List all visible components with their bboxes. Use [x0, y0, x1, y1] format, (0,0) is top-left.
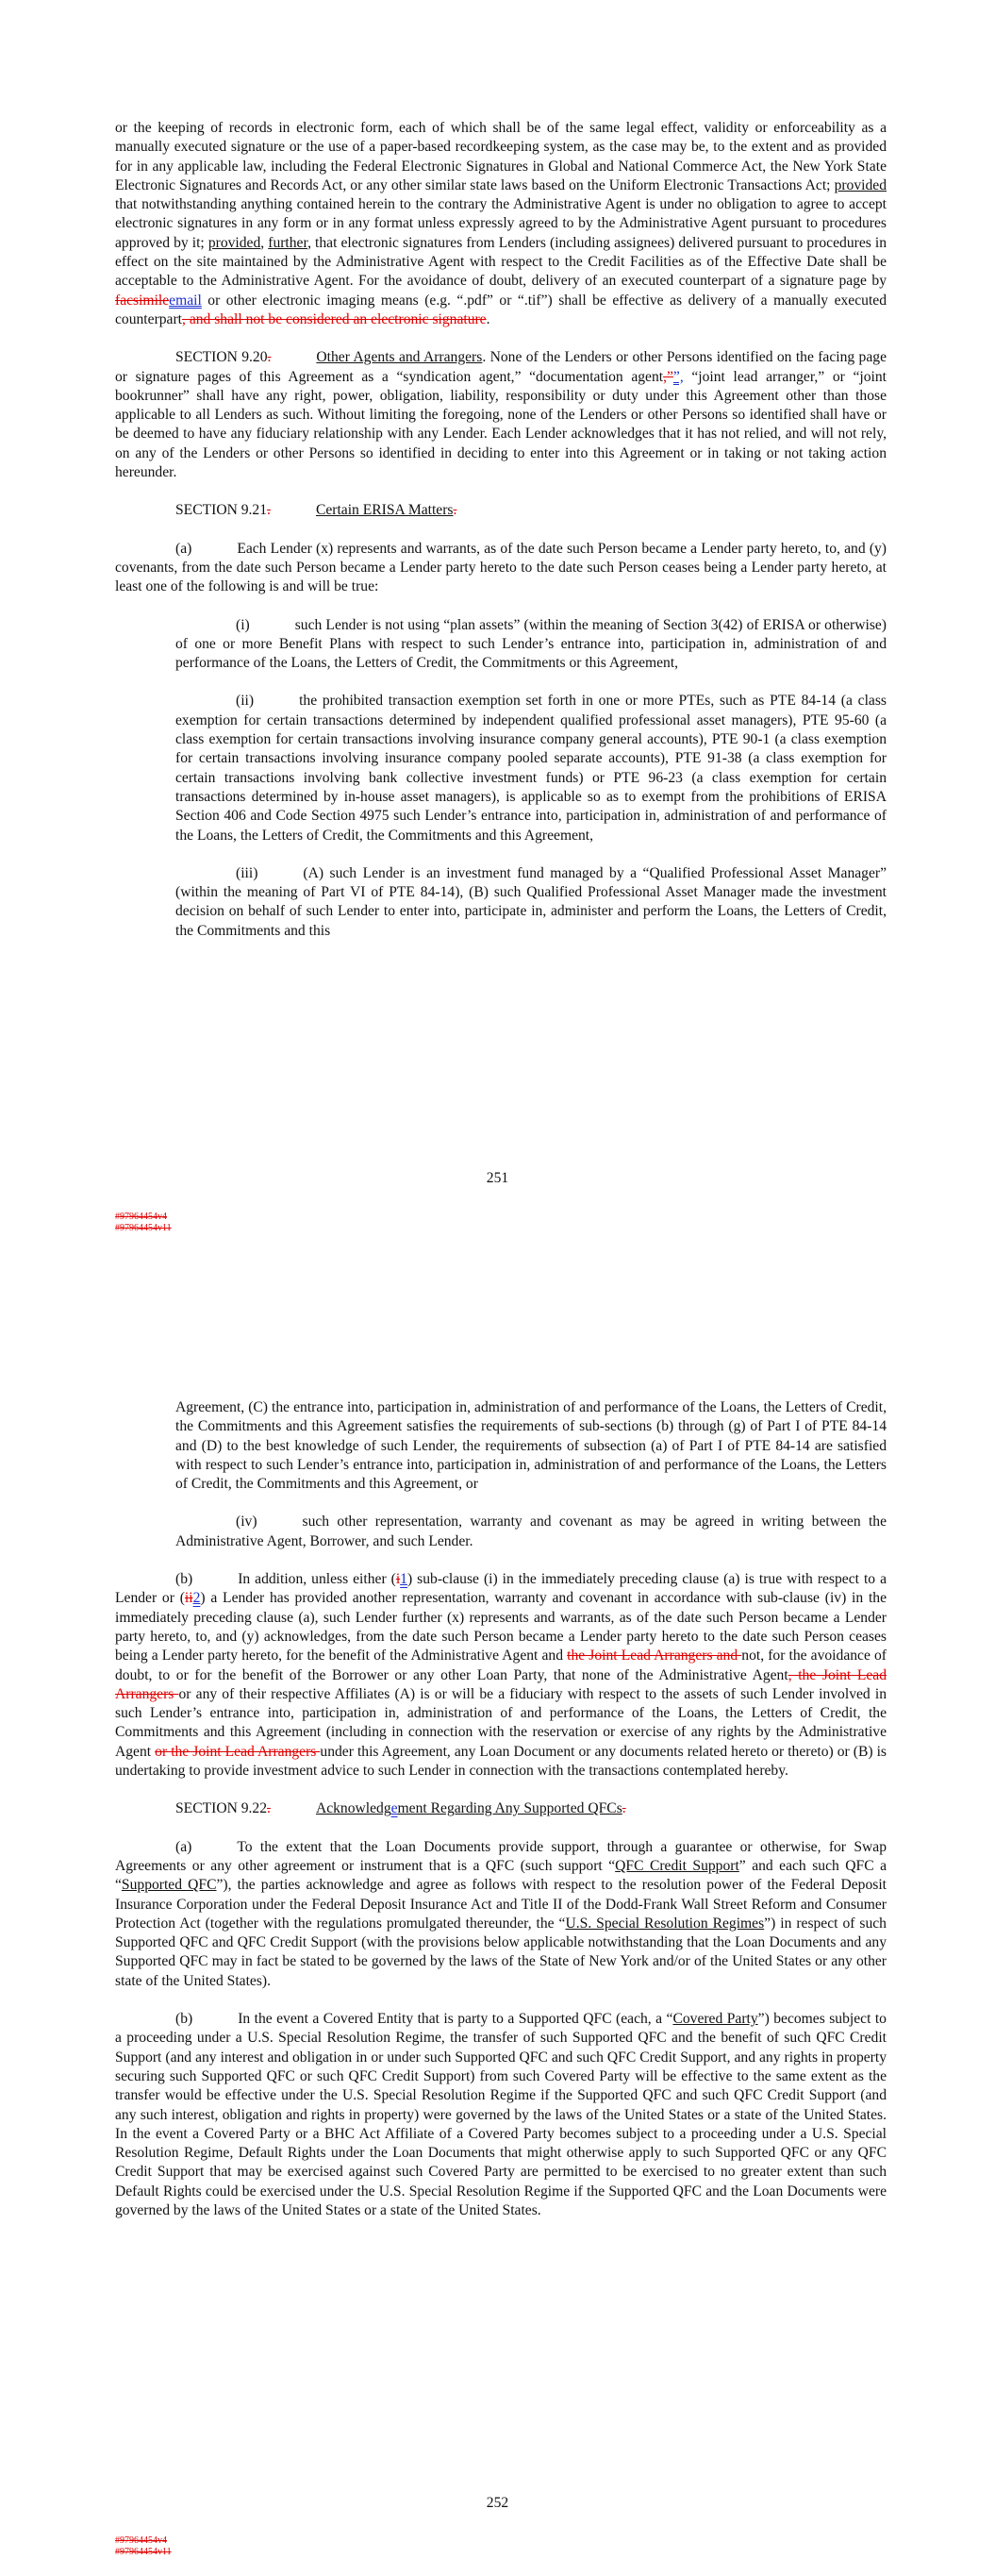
section-number: SECTION 9.22: [175, 1800, 268, 1817]
section-number: SECTION 9.21: [175, 502, 268, 519]
page-251: [0, 0, 995, 1255]
document-ids: [115, 2535, 172, 2558]
clause-label: (iv): [236, 1514, 257, 1531]
paragraph-iii-continued: Agreement, (C) the entrance into, participation in, administration of and performance of the Loans, the Letters of Credit, the Commitments and this Agreement satisfies the requirements of sub-sections (b) through (g) of Part I of PTE 84-14 and (D) to the best knowledge of such Lender, the requirements of subsection (a) of Part I of PTE 84-14 are satisfied with respect to such Lender’s entrance into, participation in, administration of and performance of the Loans, the Letters of Credit, the Commitments and this Agreement, or: [175, 1399, 887, 1493]
clause-label: (i): [236, 616, 250, 633]
clause-label: (b): [175, 1571, 193, 1588]
clause-label: (b): [175, 2011, 193, 2028]
doc-id: #97964454v4: [115, 1212, 167, 1222]
deleted-text: , the Joint Lead Arrangers: [115, 1666, 887, 1702]
clause-label: (a): [175, 1838, 192, 1855]
clause-label: (a): [175, 540, 192, 557]
document-ids: [115, 1212, 172, 1234]
clause-label: (iii): [236, 864, 258, 881]
paragraph-i: (i) such Lender is not using “plan assets” (within the meaning of Section 3(42) of ERISA or otherwise) of one or more Benefit Plans with respect to such Lender’s entrance into, participation in, administration of and performance of the Loans, the Letters of Credit, the Commitments or this Agreement,: [175, 616, 887, 672]
deleted-text: or the Joint Lead Arrangers: [155, 1743, 321, 1760]
paragraph-iii: (iii) (A) such Lender is an investment fund managed by a “Qualified Professional Asset Manager” (within the meaning of Part VI of PTE 84-14), (B) such Qualified Professional Asset Manager made the investment decision on behalf of such Lender to enter into, participate in, administer and perform the Loans, the Letters of Credit, the Commitments and this: [175, 864, 887, 939]
section-title: Certain ERISA Matters: [315, 502, 454, 519]
deleted-text: the Joint Lead Arrangers and: [567, 1648, 742, 1664]
section-title: Acknowledgement Regarding Any Supported QFCs: [315, 1800, 622, 1817]
paragraph-electronic-signatures: or the keeping of records in electronic form, each of which shall be of the same legal effect, validity or enforceability as a manually executed signature or the use of a paper-based recordkeeping system, as the case may be, to the extent and as provided for in any applicable law, including the Federal Electronic Signatures in Global and National Commerce Act, the New York State Electronic Signatures and Records Act, or any other similar state laws based on the Uniform Electronic Transactions Act; provided that notwithstanding anything contained herein to the contrary the Administrative Agent is under no obligation to agree to accept electronic signatures in any form or in any format unless expressly agreed to by the Administrative Agent pursuant to procedures approved by it; provided, further, that electronic signatures from Lenders (including assignees) delivered pursuant to procedures in effect on the site maintained by the Administrative Agent with respect to the Credit Facilities as of the Effective Date shall be acceptable to the Administrative Agent. For the avoidance of doubt, delivery of an executed counterpart of a signature page by facsimileemail or other electronic imaging means (e.g. “.pdf” or “.tif”) shall be effective as delivery of a manually executed counterpart, and shall not be considered an electronic signature.: [115, 120, 887, 327]
defined-term: QFC Credit Support: [615, 1857, 739, 1874]
page-number: 252: [486, 2495, 509, 2511]
defined-term: Supported QFC: [121, 1877, 217, 1894]
section-title: Other Agents and Arrangers: [316, 349, 483, 366]
inserted-text: ”,: [672, 368, 684, 385]
defined-term: Covered Party: [672, 2011, 758, 2028]
paragraph-b: (b) In addition, unless either (i1) sub-clause (i) in the immediately preceding clause (a) is true with respect to a Lender or (ii2) a Lender has provided another representation, warranty and covenant in accordance with sub-clause (iv) in the immediately preceding clause (a), such Lender further (x) represents and warrants, as of the date such Person became a Lender party hereto, to, and (y) acknowledges, from the date such Person became a Lender party hereto to the date such Person ceases being a Lender party hereto, for the benefit of the Administrative Agent and the Joint Lead Arrangers and not, for the avoidance of doubt, to or for the benefit of the Borrower or any other Loan Party, that none of the Administrative Agent, the Joint Lead Arrangers or any of their respective Affiliates (A) is or will be a fiduciary with respect to the assets of such Lender involved in such Lender’s entrance into, participation in, administration of and performance of the Loans, the Letters of Credit, the Commitments and this Agreement (including in connection with the reservation or exercise of any rights by the Administrative Agent or the Joint Lead Arrangers under this Agreement, any Loan Document or any documents related hereto or thereto) or (B) is undertaking to provide investment advice to such Lender in connection with the transactions contemplated hereby.: [115, 1571, 887, 1780]
deleted-text: facsimile: [115, 292, 170, 309]
deleted-text: ,”: [663, 368, 673, 385]
paragraph-ii: (ii) the prohibited transaction exemption set forth in one or more PTEs, such as PTE 84-14 (a class exemption for certain transactions determined by independent qualified professional asset managers), PTE 95-60 (a class exemption for certain transactions involving insurance company general accounts), PTE 90-1 (a class exemption for certain transactions involving insurance company pooled separate accounts), PTE 91-38 (a class exemption for certain transactions involving bank collective investment funds) or PTE 96-23 (a class exemption for certain transactions determined by in-house asset managers), is applicable so as to exempt from the prohibitions of ERISA Section 406 and Code Section 4975 such Lender’s entrance into, participation in, administration of and performance of the Loans, the Letters of Credit, the Commitments and this Agreement,: [175, 693, 887, 844]
section-9-22: SECTION 9.22. Acknowledgement Regarding Any Supported QFCs.: [175, 1800, 626, 1817]
doc-id: #97964454v11: [115, 2547, 172, 2557]
page-body: [115, 119, 887, 960]
defined-term: U.S. Special Resolution Regimes: [565, 1915, 765, 1932]
section-number: SECTION 9.20: [175, 349, 268, 366]
inserted-text: email: [169, 292, 202, 309]
doc-id: #97964454v11: [115, 1223, 172, 1233]
clause-label: (ii): [236, 693, 255, 710]
further-term: further: [268, 234, 308, 251]
paragraph-a: (a) Each Lender (x) represents and warrants, as of the date such Person became a Lender party hereto, to, and (y) covenants, from the date such Person became a Lender party hereto to the date such Person ceases being a Lender party hereto, at least one of the following is and will be true:: [115, 540, 887, 595]
provided-term: provided: [834, 176, 887, 193]
deleted-text: , and shall not be considered an electronic signature: [182, 310, 487, 327]
page-body: [115, 1398, 887, 2239]
doc-id: #97964454v4: [115, 2535, 167, 2546]
paragraph-a-qfc: (a) To the extent that the Loan Documents provide support, through a guarantee or otherwise, for Swap Agreements or any other agreement or instrument that is a QFC (such support “QFC Credit Support” and each such QFC a “Supported QFC”), the parties acknowledge and agree as follows with respect to the resolution power of the Federal Deposit Insurance Corporation under the Federal Deposit Insurance Act and Title II of the Dodd-Frank Wall Street Reform and Consumer Protection Act (together with the regulations promulgated thereunder, the “U.S. Special Resolution Regimes”) in respect of such Supported QFC and QFC Credit Support (with the provisions below applicable notwithstanding that the Loan Documents and any Supported QFC may in fact be stated to be governed by the laws of the State of New York and/or of the United States or any other state of the United States).: [115, 1838, 887, 1989]
page-number: 251: [486, 1170, 509, 1186]
section-9-20: SECTION 9.20. Other Agents and Arrangers. None of the Lenders or other Persons identified on the facing page or signature pages of this Agreement as a “syndication agent,” “documentation agent,””, “joint lead arranger,” or “joint bookrunner” shall have any right, power, obligation, liability, responsibility or duty under this Agreement other than those applicable to all Lenders as such. Without limiting the foregoing, none of the Lenders or other Persons so identified shall have or be deemed to have any fiduciary relationship with any Lender. Each Lender acknowledges that it has not relied, and will not rely, on any of the Lenders or other Persons so identified in deciding to enter into this Agreement or in taking or not taking action hereunder.: [115, 349, 887, 481]
page-252: [0, 1255, 995, 2576]
section-9-21: SECTION 9.21. Certain ERISA Matters.: [175, 502, 457, 519]
paragraph-b-qfc: (b) In the event a Covered Entity that is party to a Supported QFC (each, a “Covered Party”) becomes subject to a proceeding under a U.S. Special Resolution Regime, the transfer of such Supported QFC and the benefit of such QFC Credit Support (and any interest and obligation in or under such Supported QFC and such QFC Credit Support, and any rights in property securing such Supported QFC or such QFC Credit Support) from such Covered Party will be effective to the same extent as the transfer would be effective under the U.S. Special Resolution Regime if the Supported QFC and such QFC Credit Support (and any such interest, obligation and rights in property) were governed by the laws of the United States or a state of the United States. In the event a Covered Party or a BHC Act Affiliate of a Covered Party becomes subject to a proceeding under a U.S. Special Resolution Regime, Default Rights under the Loan Documents that might otherwise apply to such Supported QFC or any QFC Credit Support that may be exercised against such Covered Party are permitted to be exercised to no greater extent than such Default Rights could be exercised under the U.S. Special Resolution Regime if the Supported QFC and the Loan Documents were governed by the laws of the United States or a state of the United States.: [115, 2011, 887, 2218]
paragraph-iv: (iv) such other representation, warranty and covenant as may be agreed in writing between the Administrative Agent, Borrower, and such Lender.: [175, 1514, 887, 1549]
provided-term: provided: [207, 234, 261, 251]
